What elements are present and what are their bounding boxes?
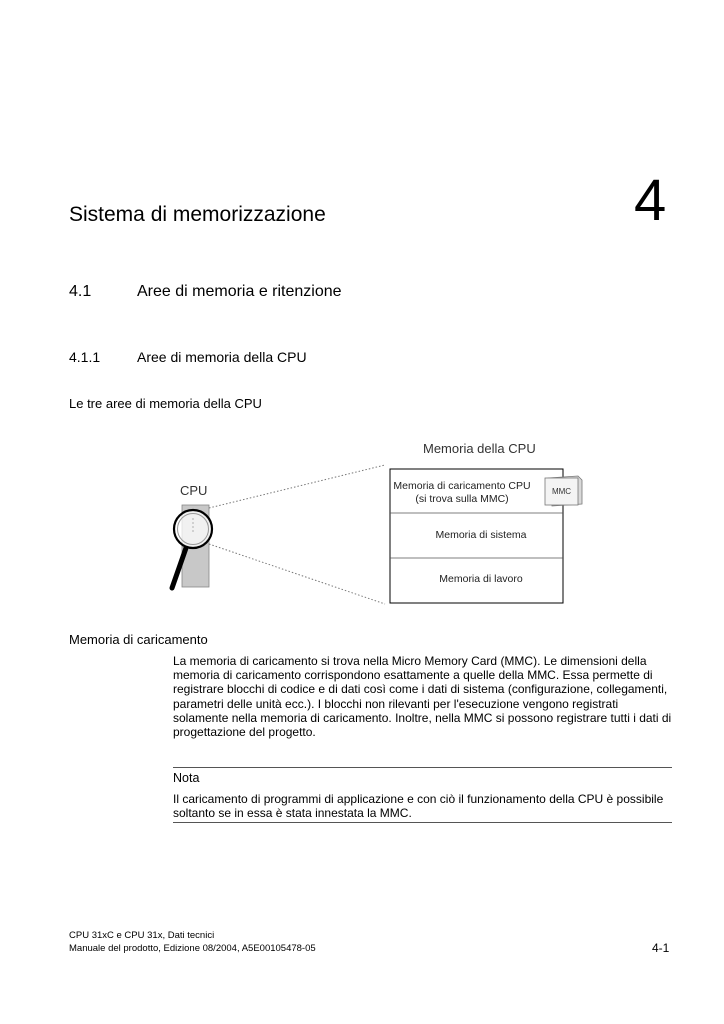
note-rule-bottom	[173, 822, 672, 823]
heading-memory-areas: Le tre aree di memoria della CPU	[69, 396, 262, 411]
zoom-line-top	[209, 465, 385, 508]
heading-load-memory: Memoria di caricamento	[69, 632, 208, 647]
cpu-label: CPU	[180, 483, 208, 498]
load-memory-paragraph: La memoria di caricamento si trova nella Micro Memory Card (MMC). Le dimensioni della memoria di caricamento corrispondono esattamente a quelle della MMC. Essa permette di registrare blocchi di codice e di dati così come i dati di sistema (configurazione, collegamenti, parametri delle unità ecc.). I blocchi non rilevanti per l'esecuzione vengono registrati solamente nella memoria di caricamento. Inoltre, nella MMC si possono registrare tutti i dati di progettazione del progetto.	[173, 654, 672, 740]
mmc-label: MMC	[551, 487, 572, 496]
system-memory-label: Memoria di sistema	[435, 529, 527, 541]
note-label: Nota	[173, 771, 200, 785]
footer-edition: Manuale del prodotto, Edizione 08/2004, A5E00105478-05	[69, 943, 316, 954]
note-rule-top	[173, 767, 672, 768]
subsection-number: 4.1.1	[69, 349, 101, 365]
subsection-title: Aree di memoria della CPU	[137, 349, 307, 365]
section-title: Aree di memoria e ritenzione	[137, 283, 342, 300]
page-number: 4-1	[652, 941, 670, 955]
zoom-line-bottom	[209, 544, 385, 604]
mmc-card-icon	[545, 476, 582, 506]
note-text: Il caricamento di programmi di applicazione e con ciò il funzionamento della CPU è possibile soltanto se in essa è stata innestata la MMC.	[173, 792, 664, 821]
chapter-title: Sistema di memorizzazione	[69, 203, 326, 226]
work-memory-label: Memoria di lavoro	[439, 573, 523, 585]
footer-product: CPU 31xC e CPU 31x, Dati tecnici	[69, 930, 215, 941]
load-memory-line2: (si trova sulla MMC)	[415, 493, 509, 505]
memory-title: Memoria della CPU	[423, 441, 536, 456]
section-number: 4.1	[69, 283, 92, 300]
load-memory-line1: Memoria di caricamento CPU	[393, 480, 531, 492]
chapter-number: 4	[634, 168, 667, 233]
